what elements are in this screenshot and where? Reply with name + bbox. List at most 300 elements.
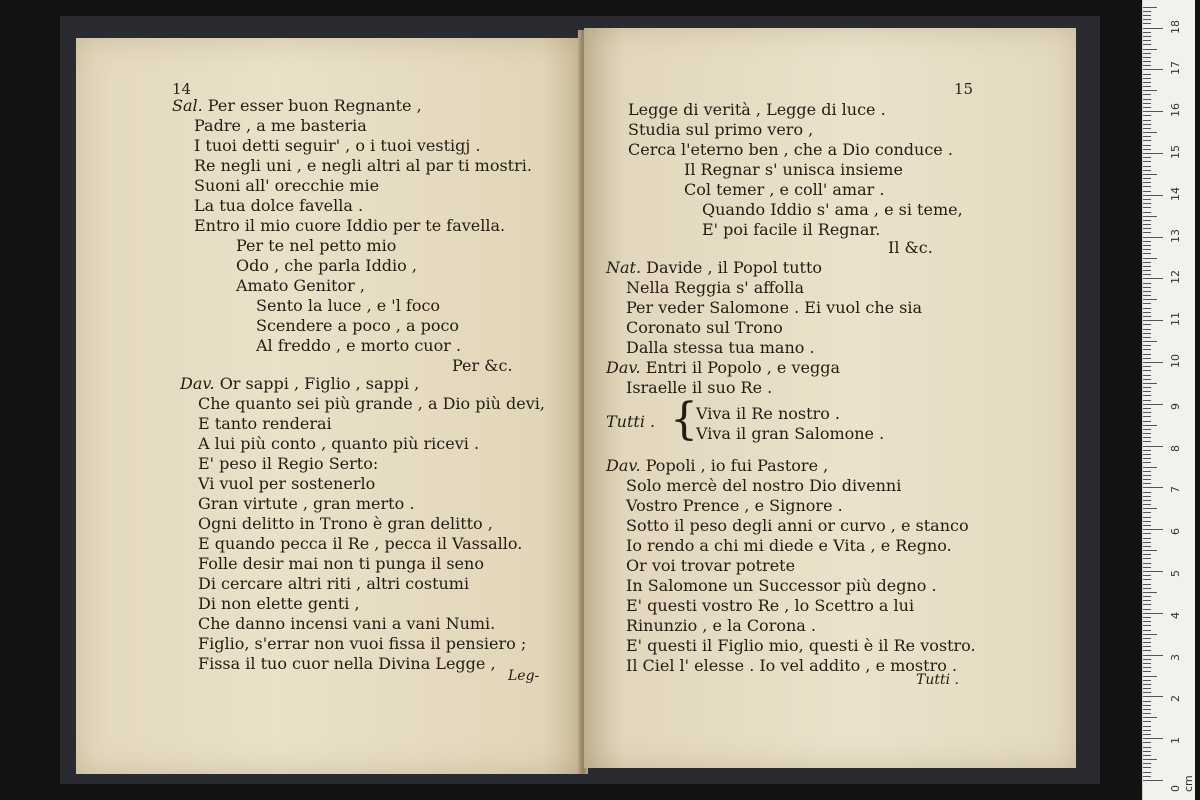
ruler-tick	[1143, 533, 1151, 534]
ruler-tick	[1143, 492, 1151, 493]
ruler-tick	[1143, 157, 1151, 158]
verse-text: Per te nel petto mio	[236, 236, 397, 255]
verse-text: Viva il gran Salomone .	[696, 424, 885, 443]
text-line	[198, 514, 493, 534]
ruler-tick	[1143, 149, 1151, 150]
ruler-tick	[1143, 237, 1163, 238]
speaker-label: Dav.	[606, 358, 641, 377]
verse-text: In Salomone un Successor più degno .	[626, 576, 937, 595]
verse-text: Davide , il Popol tutto	[646, 258, 823, 277]
verse-text: Coronato sul Trono	[626, 318, 783, 337]
ruler-tick	[1143, 308, 1151, 309]
ruler-tick	[1143, 103, 1151, 104]
ruler-tick	[1143, 721, 1151, 722]
ruler-tick	[1143, 140, 1151, 141]
verse-text: Israelle il suo Re .	[626, 378, 773, 397]
ruler-tick	[1143, 299, 1157, 300]
text-line	[684, 180, 884, 200]
ruler-tick	[1143, 446, 1163, 447]
verse-text: A lui più conto , quanto più ricevi .	[198, 434, 480, 453]
ruler-tick	[1143, 349, 1151, 350]
text-line	[606, 258, 822, 278]
verse-text: Il Regnar s' unisca insieme	[684, 160, 903, 179]
text-line	[198, 554, 484, 574]
text-line	[198, 634, 526, 654]
ruler-tick	[1143, 195, 1163, 196]
text-line	[626, 576, 937, 596]
verse-text: E tanto renderai	[198, 414, 332, 433]
text-line	[626, 278, 804, 298]
text-line	[606, 412, 655, 432]
ruler-tick	[1143, 517, 1151, 518]
verse-text: Padre , a me basteria	[194, 116, 367, 135]
ruler-tick	[1143, 124, 1151, 125]
verse-text: Scendere a poco , a poco	[256, 316, 460, 335]
ruler-tick	[1143, 696, 1163, 697]
ruler-tick	[1143, 709, 1151, 710]
text-line	[628, 120, 813, 140]
verse-text: Col temer , e coll' amar .	[684, 180, 885, 199]
ruler-tick	[1143, 738, 1163, 739]
text-line	[626, 338, 815, 358]
ruler-tick	[1143, 437, 1151, 438]
ruler-tick	[1143, 379, 1151, 380]
ruler-tick	[1143, 467, 1157, 468]
ruler-tick	[1143, 650, 1151, 651]
ruler-tick	[1143, 688, 1151, 689]
verse-text: Rinunzio , e la Corona .	[626, 616, 816, 635]
speaker-label: Tutti .	[606, 412, 656, 431]
ruler-tick	[1143, 128, 1151, 129]
text-line	[194, 116, 367, 136]
verse-text: Legge di verità , Legge di luce .	[628, 100, 886, 119]
verse-text: Vostro Prence , e Signore .	[626, 496, 843, 515]
text-line	[198, 654, 496, 674]
verse-text: E' questi vostro Re , lo Scettro a lui	[626, 596, 915, 615]
ruler-tick	[1143, 153, 1163, 154]
text-line	[626, 616, 816, 636]
ruler-tick	[1143, 630, 1151, 631]
ruler-number: 17	[1169, 61, 1182, 76]
text-line	[256, 316, 459, 336]
verse-text: Sento la luce , e 'l foco	[256, 296, 441, 315]
ruler-tick	[1143, 496, 1151, 497]
left-page-number: 14	[172, 80, 192, 98]
text-line	[198, 394, 545, 414]
ruler-tick	[1143, 65, 1151, 66]
ruler-tick	[1143, 258, 1157, 259]
text-line	[626, 318, 783, 338]
ruler-tick	[1143, 99, 1151, 100]
text-line	[236, 236, 396, 256]
text-line	[256, 296, 440, 316]
ruler-tick	[1143, 345, 1151, 346]
ruler-tick	[1143, 391, 1151, 392]
ruler-tick	[1143, 667, 1151, 668]
ruler-tick	[1143, 224, 1151, 225]
ruler-tick	[1143, 487, 1163, 488]
ruler-tick	[1143, 228, 1151, 229]
ruler-tick	[1143, 575, 1151, 576]
ruler-tick	[1143, 508, 1157, 509]
ruler-tick	[1143, 174, 1157, 175]
measuring-ruler	[1142, 0, 1195, 800]
ruler-tick	[1143, 550, 1157, 551]
text-line	[606, 358, 840, 378]
ruler-tick	[1143, 216, 1157, 217]
ruler-tick	[1143, 613, 1163, 614]
ruler-tick	[1143, 86, 1151, 87]
right-catchword: Tutti .	[916, 672, 959, 688]
text-line	[198, 434, 479, 454]
verse-text: Dalla stessa tua mano .	[626, 338, 815, 357]
ruler-tick	[1143, 646, 1151, 647]
verse-text: Al freddo , e morto cuor .	[256, 336, 462, 355]
text-line	[194, 216, 505, 236]
verse-text: Viva il Re nostro .	[696, 404, 841, 423]
verse-text: E quando pecca il Re , pecca il Vassallo.	[198, 534, 523, 553]
ruler-tick	[1143, 53, 1151, 54]
ruler-tick	[1143, 49, 1157, 50]
ruler-number: 4	[1169, 611, 1182, 619]
verse-text: Sotto il peso degli anni or curvo , e stanco	[626, 516, 969, 535]
text-line	[702, 220, 880, 240]
ruler-tick	[1143, 232, 1151, 233]
ruler-tick	[1143, 500, 1151, 501]
ruler-tick	[1143, 115, 1151, 116]
ruler-tick	[1143, 387, 1151, 388]
text-line	[198, 534, 522, 554]
ruler-tick	[1143, 763, 1151, 764]
ruler-tick	[1143, 161, 1151, 162]
left-page	[76, 38, 582, 774]
ruler-number: 14	[1169, 186, 1182, 201]
verse-text: Figlio, s'errar non vuoi fissa il pensiero ;	[198, 634, 527, 653]
ruler-tick	[1143, 755, 1151, 756]
ruler-tick	[1143, 15, 1151, 16]
text-line	[198, 454, 378, 474]
ruler-number: 5	[1169, 570, 1182, 577]
ruler-tick	[1143, 253, 1151, 254]
verse-text: Il &c.	[888, 238, 933, 257]
text-line	[198, 574, 469, 594]
ruler-number: 18	[1169, 19, 1182, 34]
ruler-tick	[1143, 358, 1151, 359]
ruler-tick	[1143, 32, 1151, 33]
text-line	[198, 474, 375, 494]
text-line	[626, 476, 901, 496]
verse-text: Il Ciel l' elesse . Io vel addito , e mostro .	[626, 656, 958, 675]
ruler-number: 1	[1169, 737, 1182, 745]
text-line	[628, 100, 886, 120]
ruler-tick	[1143, 44, 1151, 45]
ruler-tick	[1143, 262, 1151, 263]
ruler-tick	[1143, 324, 1151, 325]
verse-text: La tua dolce favella .	[194, 196, 364, 215]
text-line	[256, 336, 461, 356]
text-line	[626, 496, 843, 516]
ruler-tick	[1143, 717, 1157, 718]
ruler-tick	[1143, 94, 1151, 95]
ruler-tick	[1143, 663, 1151, 664]
verse-text: Di non elette genti ,	[198, 594, 360, 613]
ruler-tick	[1143, 579, 1151, 580]
text-line	[696, 424, 884, 444]
ruler-tick	[1143, 734, 1151, 735]
verse-text: Popoli , io fui Pastore ,	[645, 456, 829, 475]
ruler-number: 13	[1169, 228, 1182, 243]
ruler-tick	[1143, 638, 1151, 639]
verse-text: Io rendo a chi mi diede e Vita , e Regno.	[626, 536, 952, 555]
ruler-tick	[1143, 567, 1151, 568]
ruler-tick	[1143, 78, 1151, 79]
ruler-tick	[1143, 395, 1151, 396]
ruler-tick	[1143, 82, 1151, 83]
text-line	[626, 596, 914, 616]
ruler-tick	[1143, 207, 1151, 208]
ruler-tick	[1143, 425, 1157, 426]
ruler-tick	[1143, 571, 1163, 572]
ruler-tick	[1143, 383, 1157, 384]
text-line	[626, 556, 795, 576]
ruler-tick	[1143, 433, 1151, 434]
text-line	[452, 356, 513, 376]
ruler-tick	[1143, 701, 1151, 702]
ruler-tick	[1143, 588, 1151, 589]
text-line	[194, 136, 481, 156]
ruler-tick	[1143, 676, 1157, 677]
ruler-tick	[1143, 416, 1151, 417]
verse-text: Or sappi , Figlio , sappi ,	[219, 374, 420, 393]
verse-text: Nella Reggia s' affolla	[626, 278, 805, 297]
ruler-tick	[1143, 525, 1151, 526]
verse-text: Che quanto sei più grande , a Dio più devi,	[198, 394, 545, 413]
verse-text: Di cercare altri riti , altri costumi	[198, 574, 470, 593]
ruler-tick	[1143, 617, 1151, 618]
ruler-tick	[1143, 655, 1163, 656]
ruler-tick	[1143, 199, 1151, 200]
ruler-tick	[1143, 408, 1151, 409]
verse-text: Quando Iddio s' ama , e si teme,	[702, 200, 963, 219]
ruler-tick	[1143, 287, 1151, 288]
text-line	[198, 414, 332, 434]
ruler-tick	[1143, 132, 1157, 133]
ruler-tick	[1143, 713, 1151, 714]
ruler-tick	[1143, 303, 1151, 304]
text-line	[626, 536, 952, 556]
ruler-tick	[1143, 479, 1151, 480]
ruler-tick	[1143, 40, 1151, 41]
ruler-tick	[1143, 191, 1151, 192]
verse-text: E' questi il Figlio mio, questi è il Re vostro.	[626, 636, 976, 655]
ruler-tick	[1143, 120, 1151, 121]
verse-text: Ogni delitto in Trono è gran delitto ,	[198, 514, 493, 533]
ruler-tick	[1143, 320, 1163, 321]
ruler-number: 2	[1169, 695, 1182, 703]
ruler-tick	[1143, 742, 1151, 743]
verse-text: Che danno incensi vani a vani Numi.	[198, 614, 496, 633]
ruler-tick	[1143, 74, 1151, 75]
verse-text: Per veder Salomone . Ei vuol che sia	[626, 298, 923, 317]
ruler-tick	[1143, 454, 1151, 455]
ruler-number: 11	[1169, 312, 1182, 327]
ruler-tick	[1143, 278, 1163, 279]
ruler-tick	[1143, 483, 1151, 484]
ruler-tick	[1143, 341, 1157, 342]
ruler-tick	[1143, 759, 1157, 760]
ruler-tick	[1143, 170, 1151, 171]
speaker-label: Sal.	[172, 96, 203, 115]
tutti-brace: {	[670, 394, 698, 445]
text-line	[626, 636, 976, 656]
ruler-tick	[1143, 429, 1151, 430]
ruler-tick	[1143, 61, 1151, 62]
ruler-tick	[1143, 366, 1151, 367]
ruler-tick	[1143, 241, 1151, 242]
right-page	[584, 28, 1076, 768]
ruler-tick	[1143, 270, 1151, 271]
ruler-number: 8	[1169, 444, 1182, 452]
verse-text: Odo , che parla Iddio ,	[236, 256, 417, 275]
ruler-tick	[1143, 450, 1151, 451]
ruler-tick	[1143, 441, 1151, 442]
ruler-tick	[1143, 767, 1151, 768]
text-line	[888, 238, 933, 258]
ruler-tick	[1143, 203, 1151, 204]
verse-text: Entri il Popolo , e vegga	[645, 358, 840, 377]
ruler-number: 15	[1169, 145, 1182, 159]
verse-text: Cerca l'eterno ben , che a Dio conduce .	[628, 140, 953, 159]
ruler-tick	[1143, 283, 1151, 284]
text-line	[198, 594, 360, 614]
ruler-tick	[1143, 178, 1151, 179]
ruler-tick	[1143, 726, 1151, 727]
ruler-tick	[1143, 680, 1151, 681]
ruler-tick	[1143, 400, 1151, 401]
verse-text: Vi vuol per sostenerlo	[198, 474, 376, 493]
text-line	[684, 160, 903, 180]
ruler-tick	[1143, 546, 1151, 547]
ruler-tick	[1143, 412, 1151, 413]
ruler-tick	[1143, 333, 1151, 334]
ruler-tick	[1143, 542, 1151, 543]
ruler-tick	[1143, 751, 1151, 752]
ruler-tick	[1143, 111, 1163, 112]
ruler-tick	[1143, 471, 1151, 472]
verse-text: Per &c.	[452, 356, 513, 375]
ruler-tick	[1143, 529, 1163, 530]
ruler-tick	[1143, 57, 1151, 58]
ruler-tick	[1143, 212, 1151, 213]
ruler-tick	[1143, 329, 1151, 330]
speaker-label: Nat.	[606, 258, 642, 277]
ruler-tick	[1143, 634, 1157, 635]
speaker-label: Dav.	[606, 456, 641, 475]
ruler-tick	[1143, 245, 1151, 246]
verse-text: E' poi facile il Regnar.	[702, 220, 881, 239]
text-line	[194, 176, 379, 196]
verse-text: Fissa il tuo cuor nella Divina Legge ,	[198, 654, 496, 673]
text-line	[696, 404, 840, 424]
ruler-tick	[1143, 23, 1151, 24]
ruler-tick	[1143, 28, 1163, 29]
ruler-tick	[1143, 370, 1151, 371]
ruler-tick	[1143, 609, 1151, 610]
ruler-tick	[1143, 780, 1163, 781]
text-line	[606, 456, 828, 476]
verse-text: Suoni all' orecchie mie	[194, 176, 380, 195]
ruler-unit-label: 0 cm	[1169, 775, 1195, 792]
speaker-label: Dav.	[180, 374, 215, 393]
ruler-tick	[1143, 182, 1151, 183]
ruler-tick	[1143, 11, 1151, 12]
ruler-tick	[1143, 621, 1151, 622]
ruler-tick	[1143, 107, 1151, 108]
verse-text: Studia sul primo vero ,	[628, 120, 814, 139]
verse-text: Entro il mio cuore Iddio per te favella.	[194, 216, 506, 235]
ruler-tick	[1143, 291, 1151, 292]
ruler-tick	[1143, 659, 1151, 660]
ruler-tick	[1143, 642, 1151, 643]
ruler-tick	[1143, 186, 1151, 187]
ruler-tick	[1143, 458, 1151, 459]
ruler-number: 9	[1169, 402, 1182, 410]
ruler-tick	[1143, 596, 1151, 597]
ruler-tick	[1143, 220, 1151, 221]
ruler-tick	[1143, 604, 1151, 605]
verse-text: Gran virtute , gran merto .	[198, 494, 415, 513]
ruler-tick	[1143, 69, 1163, 70]
verse-text: E' peso il Regio Serto:	[198, 454, 379, 473]
text-line	[628, 140, 953, 160]
text-line	[236, 276, 365, 296]
ruler-tick	[1143, 730, 1151, 731]
ruler-tick	[1143, 521, 1151, 522]
ruler-tick	[1143, 558, 1151, 559]
text-line	[198, 494, 414, 514]
ruler-number: 12	[1169, 270, 1182, 285]
text-line	[702, 200, 963, 220]
right-page-number: 15	[954, 80, 974, 98]
ruler-tick	[1143, 625, 1151, 626]
ruler-tick	[1143, 692, 1151, 693]
ruler-tick	[1143, 375, 1151, 376]
ruler-tick	[1143, 337, 1151, 338]
ruler-tick	[1143, 671, 1151, 672]
ruler-number: 6	[1169, 528, 1182, 536]
ruler-tick	[1143, 7, 1157, 8]
ruler-tick	[1143, 354, 1151, 355]
ruler-tick	[1143, 512, 1151, 513]
text-line	[194, 156, 532, 176]
ruler-tick	[1143, 504, 1151, 505]
verse-text: Per esser buon Regnante ,	[207, 96, 422, 115]
ruler-number: 7	[1169, 486, 1182, 494]
text-line	[236, 256, 417, 276]
ruler-tick	[1143, 776, 1151, 777]
verse-text: Amato Genitor ,	[236, 276, 365, 295]
ruler-tick	[1143, 404, 1163, 405]
ruler-tick	[1143, 462, 1151, 463]
ruler-tick	[1143, 90, 1157, 91]
text-line	[626, 378, 772, 398]
verse-text: Folle desir mai non ti punga il seno	[198, 554, 484, 573]
verse-text: Solo mercè del nostro Dio divenni	[626, 476, 902, 495]
text-line	[194, 196, 363, 216]
ruler-tick	[1143, 705, 1151, 706]
ruler-tick	[1143, 274, 1151, 275]
left-catchword: Leg-	[508, 668, 540, 684]
